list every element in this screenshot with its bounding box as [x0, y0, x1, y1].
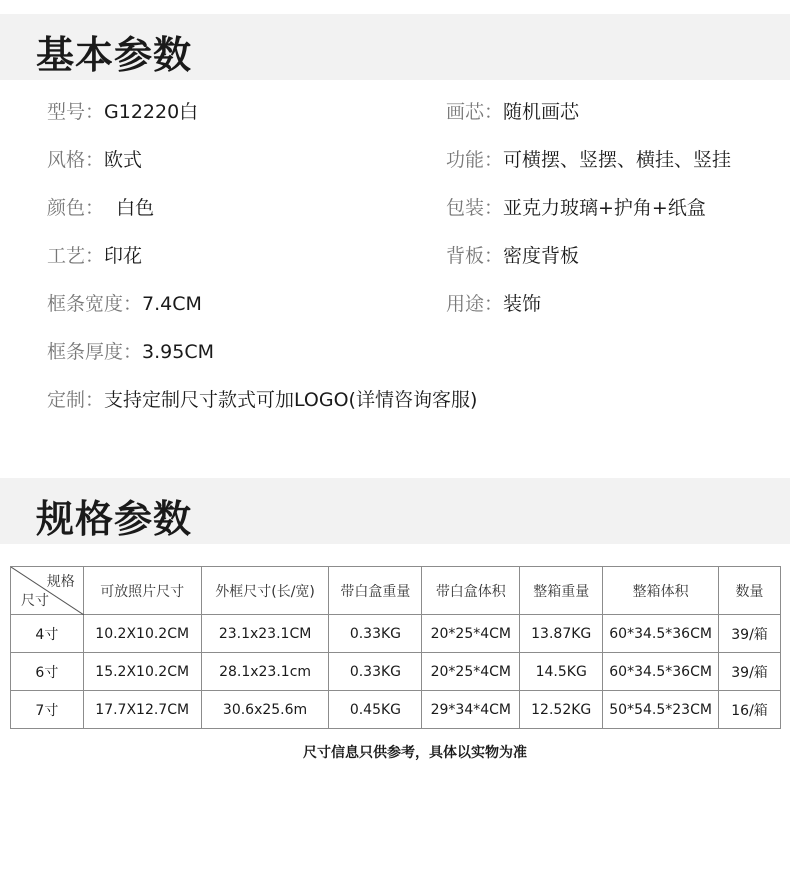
cell-frame-size: 23.1x23.1CM [201, 615, 329, 653]
cell-photo-size: 15.2X10.2CM [83, 653, 201, 691]
row-size: 7寸 [11, 691, 84, 729]
param-function [446, 148, 731, 172]
param-packaging-value: 亚克力玻璃+护角+纸盒 [503, 197, 706, 219]
param-backboard-value: 密度背板 [503, 245, 580, 267]
spec-table-corner [11, 567, 84, 615]
param-core [446, 100, 579, 124]
cell-box-volume: 20*25*4CM [422, 615, 520, 653]
param-craft-value: 印花 [104, 245, 143, 267]
param-style-value: 欧式 [104, 149, 143, 171]
cell-carton-volume: 50*54.5*23CM [603, 691, 719, 729]
cell-carton-volume: 60*34.5*36CM [603, 615, 719, 653]
cell-photo-size: 10.2X10.2CM [83, 615, 201, 653]
basic-params-title: 基本参数 [36, 33, 193, 77]
cell-quantity: 39/箱 [719, 653, 781, 691]
param-frame-width-key: 框条宽度： [47, 293, 143, 315]
spec-table [10, 566, 781, 729]
table-row [11, 691, 781, 729]
cell-carton-weight: 14.5KG [520, 653, 603, 691]
param-usage-value: 装饰 [503, 293, 542, 315]
spec-table-header-row [11, 567, 781, 615]
param-craft [47, 244, 142, 268]
param-frame-thickness-key: 框条厚度： [47, 341, 143, 363]
param-frame-width [47, 292, 202, 316]
cell-frame-size: 28.1x23.1cm [201, 653, 329, 691]
param-usage [446, 292, 541, 316]
cell-photo-size: 17.7X12.7CM [83, 691, 201, 729]
param-frame-width-value: 7.4CM [142, 293, 202, 315]
param-core-key: 画芯： [446, 101, 504, 123]
header-carton-weight: 整箱重量 [520, 567, 603, 615]
header-carton-volume: 整箱体积 [603, 567, 719, 615]
param-style-key: 风格： [47, 149, 105, 171]
basic-params-banner [0, 14, 790, 80]
header-box-volume: 带白盒体积 [422, 567, 520, 615]
param-frame-thickness-value: 3.95CM [142, 341, 214, 363]
row-size: 4寸 [11, 615, 84, 653]
param-color-value: 白色 [104, 197, 155, 219]
basic-params-list [0, 80, 790, 440]
corner-label-size: 尺寸 [21, 593, 49, 609]
cell-frame-size: 30.6x25.6m [201, 691, 329, 729]
param-backboard [446, 244, 579, 268]
spec-params-banner [0, 478, 790, 544]
spec-params-title: 规格参数 [36, 497, 193, 541]
cell-box-weight: 0.33KG [329, 653, 422, 691]
param-color-key: 颜色： [47, 197, 105, 219]
cell-box-volume: 20*25*4CM [422, 653, 520, 691]
param-frame-thickness [47, 340, 214, 364]
param-function-value: 可横摆、竖摆、横挂、竖挂 [503, 149, 732, 171]
param-custom [47, 388, 477, 412]
param-function-key: 功能： [446, 149, 504, 171]
param-core-value: 随机画芯 [503, 101, 580, 123]
cell-box-weight: 0.45KG [329, 691, 422, 729]
cell-carton-weight: 13.87KG [520, 615, 603, 653]
table-row [11, 653, 781, 691]
corner-label-spec: 规格 [46, 574, 75, 590]
cell-carton-volume: 60*34.5*36CM [603, 653, 719, 691]
param-usage-key: 用途： [446, 293, 504, 315]
header-quantity: 数量 [719, 567, 781, 615]
param-model-key: 型号： [47, 101, 105, 123]
param-backboard-key: 背板： [446, 245, 504, 267]
header-photo-size: 可放照片尺寸 [83, 567, 201, 615]
param-custom-value: 支持定制尺寸款式可加LOGO(详情咨询客服) [104, 389, 478, 411]
table-row [11, 615, 781, 653]
row-size: 6寸 [11, 653, 84, 691]
param-model [47, 100, 198, 124]
header-box-weight: 带白盒重量 [329, 567, 422, 615]
cell-quantity: 39/箱 [719, 615, 781, 653]
cell-quantity: 16/箱 [719, 691, 781, 729]
cell-carton-weight: 12.52KG [520, 691, 603, 729]
param-model-value: G12220白 [104, 101, 199, 123]
param-packaging [446, 196, 706, 220]
param-packaging-key: 包装： [446, 197, 504, 219]
param-style [47, 148, 142, 172]
param-color [47, 196, 154, 220]
cell-box-volume: 29*34*4CM [422, 691, 520, 729]
footnote: 尺寸信息只供参考，具体以实物为准 [303, 745, 527, 761]
param-custom-key: 定制： [47, 389, 105, 411]
header-frame-size: 外框尺寸(长/宽) [201, 567, 329, 615]
param-craft-key: 工艺： [47, 245, 105, 267]
cell-box-weight: 0.33KG [329, 615, 422, 653]
